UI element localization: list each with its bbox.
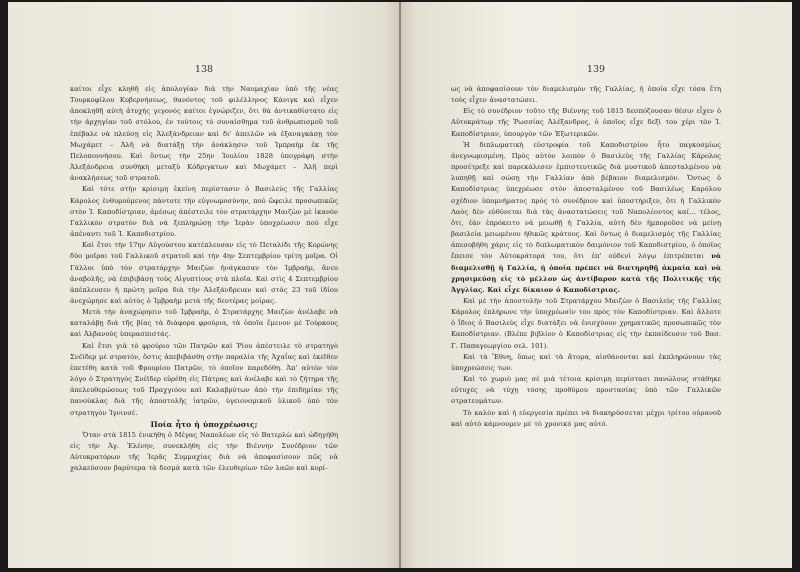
book-gutter	[399, 2, 401, 568]
paragraph: Ὅταν στὰ 1815 ἐνικήθη ὁ Μέγας Ναπολέων εἰς τὸ Βατερλὼ καὶ ὡδηγήθη εἰς τὴν Ἁγ. Ἑλένην, συνεκλήθη εἰς τὴν Βιέννην Συνέδριον τῶν Αὐτοκρατόρων τῆς Ἱερᾶς Συμμαχίας διὰ νὰ ἀποφασίσουν πῶς νὰ χαλκεύσουν βαρύτερα τὰ δεσμὰ κατὰ τῶν ἐλευθερίων τῶν λαῶν καὶ κυρί-	[70, 430, 338, 473]
page-number-left: 138	[194, 64, 214, 75]
section-heading: Ποία ἦτο ἡ ὑποχρέωσις;	[150, 419, 258, 429]
bold-statement: νὰ διαμελισθῇ ἡ Γαλλία, ἡ ὁποία πρέπει νὰ διατηρηθῇ ἀκμαία καὶ νὰ χρησιμεύσῃ εἰς τὸ μέλλον ὡς ἀντίβαρον κατὰ τῆς Πολιτικῆς τῆς Ἀγγλίας. Καὶ εἶχε δίκαιον ὁ Καποδίστριας.	[451, 252, 721, 294]
page-number-right: 139	[586, 64, 606, 75]
left-page	[8, 2, 400, 568]
left-page-text	[70, 84, 338, 474]
paragraph: Καὶ ἔτσι τὴν 17ην Αὐγούστου κατέπλευσαν εἰς τὸ Πεταλίδι τῆς Κορώνης δύο μοῖραι τοῦ Γαλλικοῦ στρατοῦ καὶ τὴν 4ην Σεπτεμβρίου τρίτη μοῖρα. Οἱ Γάλλοι ὑπὸ τὸν στρατάρχην Μαιζὼν ἠνάγκασαν τὸν Ἰμβραήμ, ἄνευ ἀναβολῆς, νὰ ἐπιβιβάσῃ τοὺς Αἰγυπτίους στὰ πλοῖα. Καὶ στὶς 4 Σεπτεμβρίου ἀπέπλευσεν ἡ πρώτη μοῖρα διὰ τὴν Ἀλεξάνδρειαν καὶ στὰς 23 τοῦ ἰδίου ἀνεχώρησε καὶ αὐτὸς ὁ Ἰμβραὴμ μετὰ τῆς δευτέρας μοίρας.	[70, 241, 338, 305]
paragraph-text: Ἡ διπλωματικὴ εὐστροφία τοῦ Καποδιστρίου ἦτο παγκοσμίως ἀνεγνωρισμένη. Πρὸς αὐτὸν λοιπὸν ὁ Βασιλεὺς τῆς Γαλλίας Κάρολος προσέτρεξε καὶ παρεκάλεσεν ἐμπιστευτικῶς διὰ μυστικοῦ ἀπεσταλμένου νὰ λυπηθῇ καὶ σώσῃ τὴν Γαλλίαν ἀπὸ βέβαιον διαμελισμόν. Ὄντως ὁ Καποδίστριας ὑπεχρέωσε στὸν ἀποσταλμένον τοῦ Βασιλέως Καρόλου σχέδιον ὑπομνήματος πρὸς τὸ συνέδριον καὶ ὑποστήριξεν, ὅτι ἡ Γαλλικὸν Λαὸς δὲν εὐθύνεται διὰ τὰς ἀναστατώσεις τοῦ Ναπολέοντος καί... τέλος, ὅτι, ἐὰν ἐπρόκειτο νὰ μειωθῇ ἡ Γαλλία, αὐτὴ δὲν ἠμποροῦσε νὰ μείνῃ βασιλεία μειωμένου ἠθικῶς κράτους. Καὶ ὄντως ὁ διαμελισμὸς τῆς Γαλλίας ἀπεσοβήθη χάρις εἰς τὸ διπλωματικὸν δαιμόνιον τοῦ Καποδιστρίου, ὁ ὁποῖος ἔπεισε τὸν Αὐτοκράτορά του, ὅτι ἐπ' οὐδενὶ λόγῳ ἐπιτρέπεται	[451, 140, 721, 261]
book-spread	[8, 2, 792, 568]
paragraph: Καὶ τὸ χωριὸ μας σὲ μιὰ τέτοια κρίσιμη περίστασι πανώλους στάθηκε εὐτυχὲς νὰ τύχῃ τόσης προθύμου προστασίας ὑπὸ τῶν Γαλλικῶν στρατευμάτων.	[451, 375, 721, 406]
paragraph: καίτοι εἶχε κληθῆ εἰς ἀπολογίαν διὰ τὴν Ναυμαχίαν ὑπὸ τῆς νέας Τουρκοφίλου Κυβερνήσεως, θανόντος τοῦ φιλέλληνος Κάνιγκ καὶ εἶχεν ἀποκληθῆ αὐτὴ ἀτυχὴς γεγονὸς καίτοι ἐγνώριζεν, ὅτι θὰ ἀντικαθίστατο εἰς τὴν ἀρχηγίαν τοῦ στόλου, ἐν τούτοις τὸ συναίσθημα τοῦ ἀνθρωπισμοῦ τοῦ ἐπέβαλε νὰ πλεύσῃ εἰς Ἀλεξάνδρειαν καὶ δι' ἀπειλῶν νὰ ἐξαναγκάσῃ τὸν Μωχάμετ – Ἀλῆ νὰ διατάξῃ τὴν ἀνάκλησιν τοῦ Ἰμπραὴμ ἐκ τῆς Πελοποννήσου. Καὶ ὄντως τὴν 25ην Ἰουλίου 1828 ὑπογράφη στὴν Ἀλεξάνδρεια συνθήκη μεταξὺ Κόδριγκτων καὶ Μωχάμετ – Ἀλῆ περὶ ἀνακλήσεως τοῦ στρατοῦ.	[70, 85, 338, 183]
paragraph-with-emphasis	[451, 140, 721, 296]
right-page-text	[451, 84, 721, 430]
paragraph: Καὶ μὲ τὴν ἀποστολὴν τοῦ Στρατάρχου Μαιζὼν ὁ Βασιλεὺς τῆς Γαλλίας Κάρολος ἐπλήρωνε τὴν ὑποχρέωσίν του πρὸς τὸν Καποδίστριαν. Καὶ ἄλλοτε ὁ ἴδιος ὁ Βασιλεὺς εἶχε διατάξει νὰ ἐνισχύουν χρηματικῶς προσωπικῶς τὸν Καποδίστριαν. (Βλέπε βιβλίον ὁ Καποδίστριας εἰς τὴν ἐκπαίδευσιν τοῦ Βασ. Γ. Παπαγεωργίου σελ. 101).	[451, 296, 721, 350]
paragraph: Καὶ τότε στὴν κρίσιμη ἐκείνη περίστασιν ὁ Βασιλεὺς τῆς Γαλλίας Κάρολος ἐνθυμούμενος πάντοτε τὴν εὐγνωμοσύνην, πού ὤφειλε προσωπικῶς στὸν Ἰ. Καποδίστριαν, ἀμέσως ἀπέστειλε τὸν στρατάρχην Μαιζὼν μὲ ἱκανὸν Γαλλικὸν στρατὸν διὰ νὰ ξεπληρώσῃ τὴν Ἱερὰν ὑποχρέωσιν πού εἶχε ἀπέναντι τοῦ Ἰ. Καποδιστρίου.	[70, 185, 338, 239]
paragraph: Καὶ ἔτσι γιὰ τὸ φρούριο τῶν Πατρῶν καὶ Ῥίου ἀπέστειλε τὸ στρατηγὸ Σνέϊδερ μὲ στρατόν, ὅστις ἀπεβιβάσθη στὴν παραλία τῆς Ἀχαΐας καὶ ἐκεῖθεν ἐπετέθη κατὰ τοῦ Φρουρίου Πατρῶν, τὸ ὁποῖον παρεδόθη. Ἀπ' αὐτὸν τὸν λόγο ὁ Στρατηγὸς Σνέϊδερ εὑρέθη εἰς Πάτρας καὶ ἀνέλαβε καὶ τὸ ζήτημα τῆς ἀπελευθερώσεως τοῦ Πραχγιόου καὶ Καλαβρύτων ἀπὸ τὴν ἐπιδημίαν τῆς πανούκλας διὰ τῆς ἀποστολῆς ἰατρῶν, ὑγειονομικοῦ ὑλικοῦ ὑπὸ τὸν στρατηγὸν Ἰγνινσέ.	[70, 341, 338, 417]
paragraph: Τὸ καλὸν καὶ ἡ εὐεργεσία πρέπει νὰ διακηρύσσεται μέχρι τρίτου οὐρανοῦ καὶ αὐτὸ κάμνουμεν μὲ τὸ χρονικό μας αὐτό.	[451, 408, 721, 428]
right-page	[400, 2, 792, 568]
paragraph: ως νὰ ἀποφασίσουν τὸν διαμελισμὸν τῆς Γαλλίας, ἡ ὁποία εἶχε τόσα ἔτη τοὺς εἶχεν ἀναστατώσει.	[451, 85, 721, 105]
paragraph: Εἰς τὸ συνέδριον τοῦτο τῆς Βιέννης τοῦ 1815 δεσπόζουσαν θέσιν εἶχεν ὁ Αὐτοκράτωρ τῆς Ῥωσσίας Ἀλέξανδρος, ὁ ὁποῖος εἶχε δεξὶ του χέρι τὸν Ἰ. Καποδίστριαν, ὑπουργὸν τῶν Ἐξωτερικῶν.	[451, 107, 721, 138]
paragraph: Μετὰ τὴν ἀναχώρησιν τοῦ Ἰμβραήμ, ὁ Στρατάρχης Μαιζὼν ἀνέλαβε νὰ καταλάβῃ διὰ τῆς βίας τὰ διάφορα φρούρια, τὰ ὁποῖα ἔμενον μὲ Τούρκους καὶ Ἀλβανοὺς ὑπερασπιστάς.	[70, 308, 338, 339]
paragraph: Καὶ τὰ Ἔθνη, ὅπως καὶ τὰ ἄτομα, αἰσθάνονται καὶ ἐκπληρώνουν τὰς ὑποχρεώσεις των.	[451, 352, 721, 372]
